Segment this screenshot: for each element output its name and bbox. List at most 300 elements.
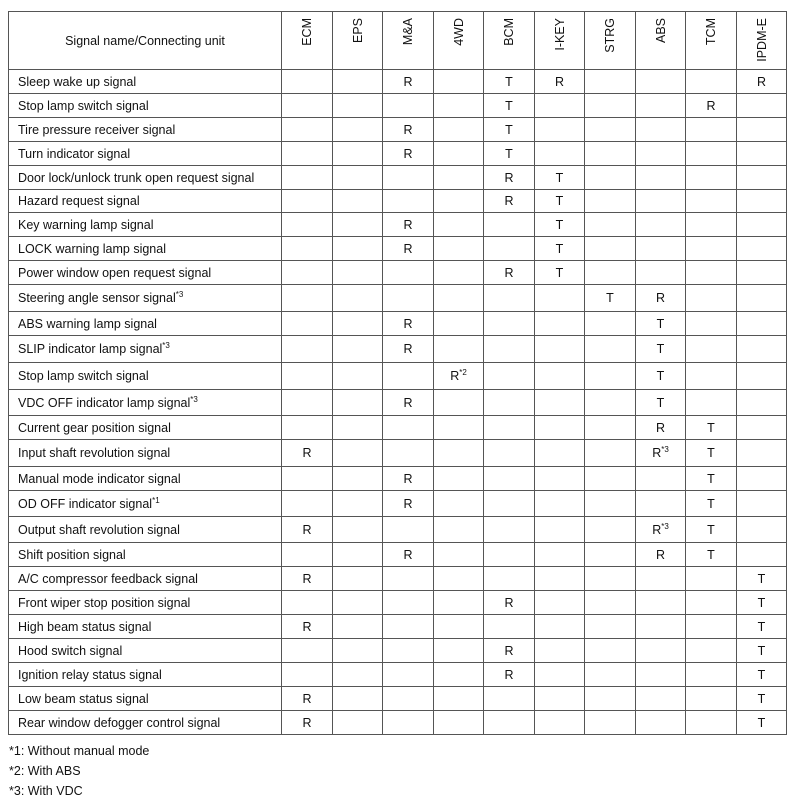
cell-ipdm-e	[737, 390, 787, 416]
cell-ecm: R	[282, 615, 333, 639]
cell-m-a	[383, 663, 434, 687]
cell-bcm: R	[484, 591, 535, 615]
cell-4wd	[434, 70, 484, 94]
cell-ecm	[282, 285, 333, 312]
corner-header: Signal name/Connecting unit	[9, 12, 282, 70]
cell-ipdm-e	[737, 213, 787, 237]
cell-abs: $R^{*3}$	[636, 517, 686, 543]
cell-ipdm-e: T	[737, 591, 787, 615]
cell-strg	[585, 491, 636, 517]
cell-4wd	[434, 639, 484, 663]
cell-4wd	[434, 166, 484, 190]
cell-m-a	[383, 517, 434, 543]
cell-strg	[585, 591, 636, 615]
cell-abs	[636, 213, 686, 237]
cell-tcm: T	[686, 517, 737, 543]
cell-m-a: R	[383, 543, 434, 567]
cell-tcm	[686, 615, 737, 639]
cell-strg	[585, 166, 636, 190]
signal-name-text: Hood switch signal	[18, 643, 123, 658]
table-row	[9, 390, 787, 416]
signal-name-text: A/C compressor feedback signal	[18, 571, 198, 586]
cell-tcm	[686, 663, 737, 687]
unit-header-m-a	[383, 12, 434, 70]
unit-label: IPDM-E	[754, 18, 769, 62]
cell-tcm	[686, 687, 737, 711]
table-row	[9, 567, 787, 591]
cell-strg	[585, 390, 636, 416]
table-row	[9, 213, 787, 237]
cell-bcm	[484, 615, 535, 639]
cell-bcm: R	[484, 639, 535, 663]
signal-name	[9, 543, 282, 567]
unit-header-bcm	[484, 12, 535, 70]
cell-abs	[636, 491, 686, 517]
cell-eps	[333, 213, 383, 237]
cell-ipdm-e	[737, 166, 787, 190]
cell-eps	[333, 687, 383, 711]
table-row	[9, 190, 787, 213]
cell-i-key	[535, 467, 585, 491]
cell-bcm	[484, 543, 535, 567]
signal-name	[9, 166, 282, 190]
cell-tcm	[686, 166, 737, 190]
cell-4wd	[434, 567, 484, 591]
table-row	[9, 687, 787, 711]
signal-name	[9, 94, 282, 118]
cell-eps	[333, 663, 383, 687]
cell-ecm	[282, 142, 333, 166]
cell-tcm	[686, 711, 737, 735]
cell-ecm	[282, 491, 333, 517]
cell-i-key	[535, 567, 585, 591]
cell-ecm	[282, 543, 333, 567]
cell-ipdm-e	[737, 416, 787, 440]
cell-m-a: R	[383, 312, 434, 336]
table-row	[9, 70, 787, 94]
cell-abs: R	[636, 285, 686, 312]
signal-name-text: Key warning lamp signal	[18, 217, 154, 232]
cell-eps	[333, 70, 383, 94]
cell-ecm	[282, 467, 333, 491]
cell-ipdm-e	[737, 261, 787, 285]
cell-ipdm-e	[737, 363, 787, 390]
cell-eps	[333, 363, 383, 390]
cell-bcm	[484, 312, 535, 336]
table-row	[9, 517, 787, 543]
cell-ecm	[282, 237, 333, 261]
signal-name-text: Stop lamp switch signal	[18, 369, 149, 383]
signal-name-text: Front wiper stop position signal	[18, 595, 191, 610]
cell-bcm	[484, 711, 535, 735]
cell-abs	[636, 94, 686, 118]
cell-4wd	[434, 118, 484, 142]
cell-bcm	[484, 285, 535, 312]
cell-4wd	[434, 416, 484, 440]
cell-tcm	[686, 591, 737, 615]
cell-i-key	[535, 416, 585, 440]
table-row	[9, 261, 787, 285]
cell-strg	[585, 543, 636, 567]
signal-name	[9, 285, 282, 312]
cell-i-key: R	[535, 70, 585, 94]
cell-ecm	[282, 390, 333, 416]
cell-4wd	[434, 687, 484, 711]
signal-name-text: VDC OFF indicator lamp signal	[18, 395, 191, 410]
cell-bcm	[484, 687, 535, 711]
cell-tcm	[686, 363, 737, 390]
cell-strg	[585, 237, 636, 261]
cell-eps	[333, 711, 383, 735]
cell-abs	[636, 70, 686, 94]
cell-ecm: R	[282, 687, 333, 711]
cell-abs: R	[636, 416, 686, 440]
cell-abs	[636, 142, 686, 166]
cell-tcm: T	[686, 491, 737, 517]
cell-tcm	[686, 567, 737, 591]
signal-name-text: Rear window defogger control signal	[18, 715, 221, 730]
footnote-marker: *1	[152, 495, 160, 505]
cell-eps	[333, 142, 383, 166]
signal-name-text: Tire pressure receiver signal	[18, 122, 176, 137]
cell-abs	[636, 190, 686, 213]
cell-4wd	[434, 615, 484, 639]
signal-name	[9, 363, 282, 390]
signal-table-document	[8, 11, 787, 801]
cell-bcm: T	[484, 94, 535, 118]
cell-abs	[636, 237, 686, 261]
cell-eps	[333, 118, 383, 142]
signal-name	[9, 190, 282, 213]
cell-i-key	[535, 390, 585, 416]
signal-name-text: Low beam status signal	[18, 691, 149, 706]
footnotes	[8, 741, 787, 801]
signal-name-text: Output shaft revolution signal	[18, 522, 180, 537]
cell-strg: T	[585, 285, 636, 312]
cell-strg	[585, 363, 636, 390]
signal-name	[9, 213, 282, 237]
cell-ipdm-e	[737, 312, 787, 336]
cell-abs: T	[636, 336, 686, 363]
table-row	[9, 336, 787, 363]
cell-ecm	[282, 166, 333, 190]
cell-eps	[333, 190, 383, 213]
cell-eps	[333, 440, 383, 467]
table-row	[9, 142, 787, 166]
cell-tcm: T	[686, 467, 737, 491]
cell-m-a	[383, 166, 434, 190]
cell-ecm	[282, 663, 333, 687]
cell-i-key: T	[535, 237, 585, 261]
unit-header-ecm	[282, 12, 333, 70]
unit-label: ECM	[299, 18, 314, 46]
cell-tcm: R	[686, 94, 737, 118]
cell-strg	[585, 517, 636, 543]
signal-name-text: Hazard request signal	[18, 194, 140, 208]
cell-ecm	[282, 213, 333, 237]
cell-ecm	[282, 94, 333, 118]
cell-eps	[333, 491, 383, 517]
cell-ecm	[282, 639, 333, 663]
cell-strg	[585, 142, 636, 166]
signal-name	[9, 142, 282, 166]
table-row	[9, 440, 787, 467]
cell-strg	[585, 416, 636, 440]
cell-bcm	[484, 363, 535, 390]
cell-m-a: R	[383, 213, 434, 237]
cell-abs	[636, 118, 686, 142]
cell-m-a	[383, 591, 434, 615]
signal-name	[9, 663, 282, 687]
cell-eps	[333, 285, 383, 312]
cell-4wd	[434, 663, 484, 687]
cell-ipdm-e	[737, 467, 787, 491]
cell-ipdm-e	[737, 94, 787, 118]
cell-bcm: R	[484, 166, 535, 190]
cell-i-key	[535, 639, 585, 663]
cell-4wd	[434, 711, 484, 735]
signal-name-text: Door lock/unlock trunk open request signal	[18, 170, 255, 185]
cell-ipdm-e: T	[737, 567, 787, 591]
cell-strg	[585, 687, 636, 711]
unit-header-tcm	[686, 12, 737, 70]
cell-4wd	[434, 94, 484, 118]
cell-abs: T	[636, 312, 686, 336]
signal-name	[9, 312, 282, 336]
cell-4wd	[434, 312, 484, 336]
cell-tcm	[686, 237, 737, 261]
signal-name-text: SLIP indicator lamp signal	[18, 342, 163, 356]
cell-i-key	[535, 142, 585, 166]
cell-bcm: R	[484, 190, 535, 213]
cell-4wd	[434, 237, 484, 261]
cell-strg	[585, 312, 636, 336]
cell-ipdm-e: T	[737, 615, 787, 639]
unit-label: 4WD	[451, 18, 466, 46]
cell-m-a	[383, 567, 434, 591]
cell-bcm	[484, 416, 535, 440]
cell-i-key: T	[535, 213, 585, 237]
cell-abs	[636, 687, 686, 711]
cell-ecm	[282, 336, 333, 363]
cell-strg	[585, 440, 636, 467]
cell-ecm: R	[282, 440, 333, 467]
cell-tcm	[686, 285, 737, 312]
cell-ipdm-e	[737, 440, 787, 467]
unit-label: BCM	[501, 18, 516, 46]
cell-m-a	[383, 711, 434, 735]
cell-i-key: T	[535, 261, 585, 285]
cell-4wd	[434, 467, 484, 491]
signal-name	[9, 687, 282, 711]
unit-label: ABS	[653, 18, 668, 44]
table-row	[9, 663, 787, 687]
signal-name	[9, 70, 282, 94]
table-row	[9, 312, 787, 336]
cell-4wd: $R^{*2}$	[434, 363, 484, 390]
header-row	[9, 12, 787, 70]
cell-ecm: R	[282, 567, 333, 591]
signal-name	[9, 416, 282, 440]
cell-m-a	[383, 416, 434, 440]
signal-name-text: Ignition relay status signal	[18, 667, 162, 682]
cell-bcm: T	[484, 118, 535, 142]
cell-tcm	[686, 312, 737, 336]
cell-tcm	[686, 190, 737, 213]
signal-name	[9, 615, 282, 639]
cell-4wd	[434, 543, 484, 567]
footnote: *2: With ABS	[9, 764, 81, 778]
cell-i-key	[535, 118, 585, 142]
cell-m-a	[383, 261, 434, 285]
cell-4wd	[434, 285, 484, 312]
cell-strg	[585, 70, 636, 94]
signal-name-text: Input shaft revolution signal	[18, 446, 171, 460]
signal-name-text: High beam status signal	[18, 619, 152, 634]
cell-ipdm-e: T	[737, 663, 787, 687]
cell-eps	[333, 467, 383, 491]
cell-ipdm-e	[737, 237, 787, 261]
footnote-marker: *3	[661, 444, 669, 454]
footnote-marker: *3	[661, 521, 669, 531]
cell-abs	[636, 261, 686, 285]
cell-i-key	[535, 285, 585, 312]
table-row	[9, 237, 787, 261]
cell-4wd	[434, 440, 484, 467]
table-row	[9, 543, 787, 567]
table-row	[9, 363, 787, 390]
cell-i-key	[535, 491, 585, 517]
cell-i-key	[535, 440, 585, 467]
cell-abs	[636, 467, 686, 491]
cell-4wd	[434, 261, 484, 285]
table-row	[9, 166, 787, 190]
cell-abs	[636, 166, 686, 190]
cell-eps	[333, 615, 383, 639]
cell-bcm	[484, 467, 535, 491]
cell-abs: T	[636, 363, 686, 390]
cell-m-a	[383, 687, 434, 711]
signal-name-text: Steering angle sensor signal	[18, 291, 176, 305]
cell-i-key	[535, 94, 585, 118]
cell-tcm: T	[686, 440, 737, 467]
cell-strg	[585, 615, 636, 639]
cell-i-key	[535, 543, 585, 567]
unit-header-i-key	[535, 12, 585, 70]
table-row	[9, 94, 787, 118]
cell-tcm: T	[686, 416, 737, 440]
cell-ecm: R	[282, 711, 333, 735]
cell-strg	[585, 567, 636, 591]
cell-tcm	[686, 390, 737, 416]
cell-strg	[585, 336, 636, 363]
table-row	[9, 491, 787, 517]
cell-4wd	[434, 336, 484, 363]
cell-tcm	[686, 70, 737, 94]
cell-abs	[636, 711, 686, 735]
cell-4wd	[434, 190, 484, 213]
cell-abs: $R^{*3}$	[636, 440, 686, 467]
cell-tcm	[686, 261, 737, 285]
footnote-marker: *2	[459, 367, 467, 377]
cell-4wd	[434, 591, 484, 615]
cell-ipdm-e: T	[737, 687, 787, 711]
cell-ipdm-e: T	[737, 711, 787, 735]
cell-bcm	[484, 213, 535, 237]
cell-ipdm-e	[737, 118, 787, 142]
cell-strg	[585, 118, 636, 142]
cell-ipdm-e	[737, 142, 787, 166]
signal-name-text: LOCK warning lamp signal	[18, 241, 166, 256]
footnote-marker: *3	[175, 289, 184, 299]
signal-name	[9, 237, 282, 261]
cell-i-key: T	[535, 166, 585, 190]
unit-header-eps	[333, 12, 383, 70]
cell-4wd	[434, 517, 484, 543]
cell-ecm	[282, 591, 333, 615]
cell-m-a	[383, 285, 434, 312]
cell-strg	[585, 94, 636, 118]
cell-tcm	[686, 336, 737, 363]
table-body	[9, 70, 787, 735]
cell-ecm	[282, 363, 333, 390]
cell-i-key	[535, 591, 585, 615]
cell-abs	[636, 615, 686, 639]
signal-name	[9, 639, 282, 663]
signal-table	[8, 11, 787, 735]
signal-name	[9, 390, 282, 416]
cell-ecm	[282, 118, 333, 142]
signal-name-text: Turn indicator signal	[18, 146, 131, 161]
cell-m-a: R	[383, 491, 434, 517]
cell-eps	[333, 390, 383, 416]
signal-name	[9, 517, 282, 543]
unit-header-4wd	[434, 12, 484, 70]
cell-abs: T	[636, 390, 686, 416]
cell-i-key	[535, 687, 585, 711]
signal-name	[9, 567, 282, 591]
signal-name-text: Manual mode indicator signal	[18, 471, 181, 486]
cell-strg	[585, 261, 636, 285]
cell-abs	[636, 567, 686, 591]
cell-ipdm-e: R	[737, 70, 787, 94]
cell-strg	[585, 467, 636, 491]
cell-abs	[636, 663, 686, 687]
cell-ipdm-e	[737, 285, 787, 312]
signal-name	[9, 261, 282, 285]
cell-i-key: T	[535, 190, 585, 213]
cell-bcm	[484, 237, 535, 261]
cell-tcm	[686, 213, 737, 237]
signal-name-text: Current gear position signal	[18, 420, 171, 435]
signal-name-text: Power window open request signal	[18, 265, 212, 280]
signal-name-text: OD OFF indicator signal	[18, 496, 153, 511]
cell-m-a	[383, 615, 434, 639]
cell-ipdm-e	[737, 543, 787, 567]
cell-ecm	[282, 312, 333, 336]
cell-ecm	[282, 416, 333, 440]
unit-label: M&A	[400, 18, 415, 46]
unit-label: STRG	[602, 18, 617, 53]
cell-ecm	[282, 70, 333, 94]
cell-4wd	[434, 491, 484, 517]
cell-eps	[333, 94, 383, 118]
cell-tcm	[686, 142, 737, 166]
cell-4wd	[434, 390, 484, 416]
cell-strg	[585, 711, 636, 735]
unit-label: I-KEY	[552, 18, 567, 51]
cell-eps	[333, 237, 383, 261]
